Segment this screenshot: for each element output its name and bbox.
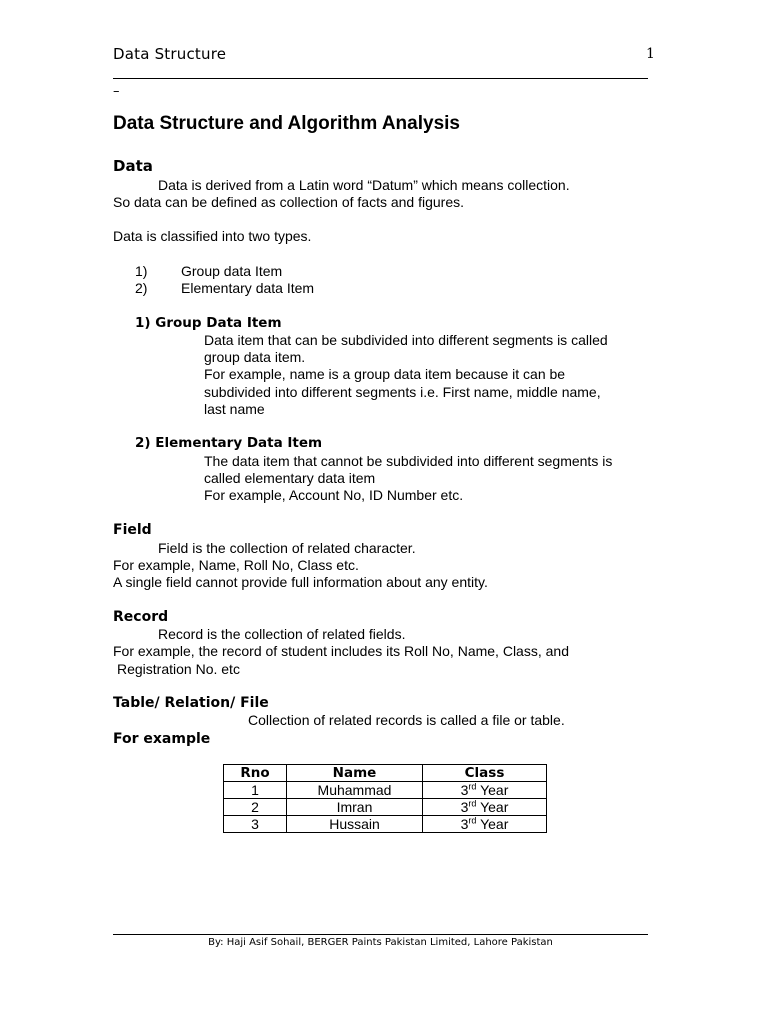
heading-field: Field xyxy=(113,522,152,538)
paragraph-line: The data item that cannot be subdivided into different segments is xyxy=(204,453,613,469)
paragraph-line: For example, name is a group data item because it can be xyxy=(204,366,566,382)
heading-table-relation-file: Table/ Relation/ File xyxy=(113,695,269,711)
paragraph-line: So data can be defined as collection of facts and figures. xyxy=(113,194,465,210)
paragraph-line: For example, Account No, ID Number etc. xyxy=(204,487,464,503)
list-item: Elementary data Item xyxy=(181,280,315,296)
paragraph-line: For example, the record of student includes its Roll No, Name, Class, and xyxy=(113,643,569,659)
class-number: 3 xyxy=(460,782,469,798)
class-number: 3 xyxy=(460,799,469,815)
table-cell: Imran xyxy=(287,799,423,816)
header-rule xyxy=(113,78,648,79)
class-ordinal: rd xyxy=(468,798,477,809)
table-cell xyxy=(423,816,547,833)
paragraph-line: Data is derived from a Latin word “Datum” which means collection. xyxy=(158,177,570,193)
class-number: 3 xyxy=(460,816,469,832)
paragraph-line: called elementary data item xyxy=(204,470,376,486)
heading-record: Record xyxy=(113,609,169,625)
table-cell xyxy=(423,799,547,816)
column-header: Rno xyxy=(224,765,287,782)
column-header: Class xyxy=(423,765,547,782)
table-row xyxy=(224,782,547,799)
table-row xyxy=(224,816,547,833)
table-cell: 1 xyxy=(224,782,287,799)
paragraph-line: subdivided into different segments i.e. First name, middle name, xyxy=(204,384,601,400)
heading-for-example: For example xyxy=(113,731,211,747)
footer-text: By: Haji Asif Sohail, BERGER Paints Pakistan Limited, Lahore Pakistan xyxy=(208,937,553,948)
paragraph-line: A single field cannot provide full information about any entity. xyxy=(113,574,488,590)
paragraph-line: last name xyxy=(204,401,265,417)
header-dash: – xyxy=(113,84,120,99)
page-number: 1 xyxy=(646,46,655,62)
class-word: Year xyxy=(480,782,509,798)
list-item-number: 1) xyxy=(135,263,148,279)
paragraph-line: Registration No. etc xyxy=(117,661,240,677)
column-header: Name xyxy=(287,765,423,782)
heading-data: Data xyxy=(113,157,153,175)
list-item-number: 2) xyxy=(135,280,148,296)
paragraph-line: Collection of related records is called a file or table. xyxy=(248,712,565,728)
table-row xyxy=(224,799,547,816)
example-table xyxy=(223,764,547,833)
table-cell xyxy=(423,782,547,799)
list-item: Group data Item xyxy=(181,263,283,279)
paragraph-line: For example, Name, Roll No, Class etc. xyxy=(113,557,359,573)
running-header-title: Data Structure xyxy=(113,45,227,63)
class-word: Year xyxy=(480,816,509,832)
heading-elementary-data-item: 2) Elementary Data Item xyxy=(135,435,323,451)
table-cell: Hussain xyxy=(287,816,423,833)
class-ordinal: rd xyxy=(468,815,477,826)
table-cell: 2 xyxy=(224,799,287,816)
heading-group-data-item: 1) Group Data Item xyxy=(135,315,282,331)
paragraph-line: Field is the collection of related character. xyxy=(158,540,416,556)
paragraph-line: Data item that can be subdivided into different segments is called xyxy=(204,332,608,348)
table-cell: 3 xyxy=(224,816,287,833)
paragraph-line: Data is classified into two types. xyxy=(113,228,312,244)
table-header-row xyxy=(224,765,547,782)
class-ordinal: rd xyxy=(468,781,477,792)
document-title: Data Structure and Algorithm Analysis xyxy=(113,113,460,134)
class-word: Year xyxy=(480,799,509,815)
footer-rule xyxy=(113,934,648,935)
table-cell: Muhammad xyxy=(287,782,423,799)
paragraph-line: Record is the collection of related fields. xyxy=(158,626,406,642)
paragraph-line: group data item. xyxy=(204,349,306,365)
